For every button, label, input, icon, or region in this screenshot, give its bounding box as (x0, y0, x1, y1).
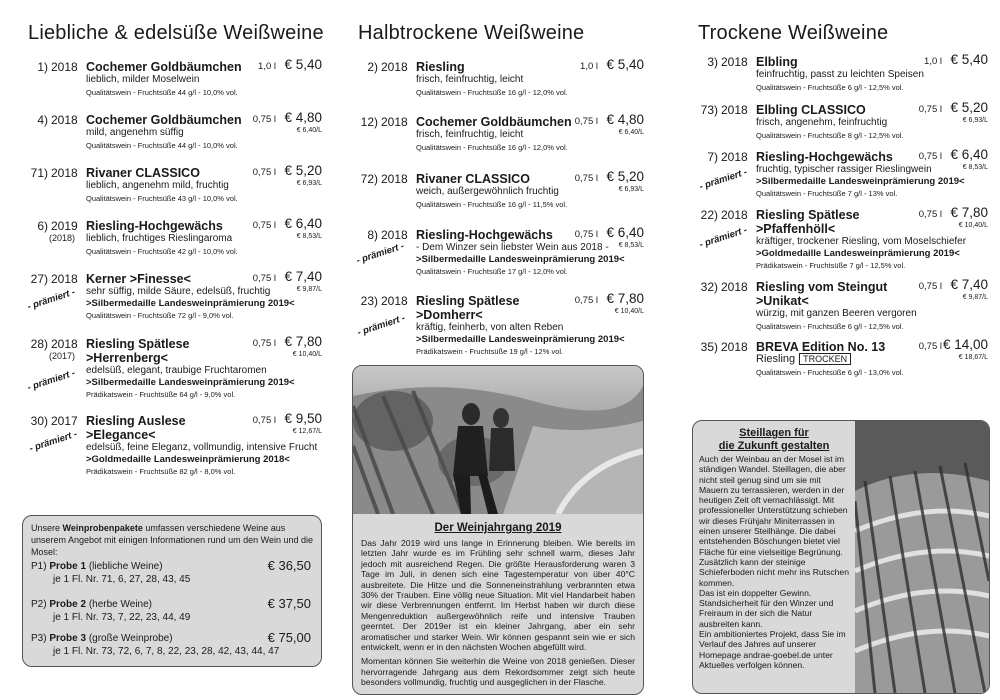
wine-award: >Silbermedaille Landesweinprämierung 2019< (756, 175, 965, 187)
wine-site-name: >Elegance< (86, 428, 156, 442)
wine-bottle-size: 0,75 l (574, 229, 598, 240)
wine-price-per-liter: € 10,40/L (614, 308, 644, 315)
wine-price: € 5,20 (284, 163, 322, 178)
awarded-badge: - prämiert - (698, 224, 749, 251)
wine-price-per-liter: € 6,93/L (962, 117, 988, 124)
wine-price-per-liter: € 12,67/L (292, 428, 322, 435)
wine-name: Riesling Auslese (86, 414, 186, 428)
vineyard-harvest-photo (353, 366, 643, 514)
wine-quality-info: Qualitätswein - Fruchtsüße 6 g/l - 12,5% vol. (756, 82, 904, 92)
wine-details (756, 337, 988, 378)
wine-price: € 7,80 (950, 205, 988, 220)
wine-details (86, 110, 322, 151)
wine-year: 2018 (721, 208, 748, 222)
wine-price: € 5,40 (284, 57, 322, 72)
wine-award: >Goldmedaille Landesweinprämierung 2018< (86, 453, 290, 465)
wine-previous-year: (2017) (49, 351, 76, 361)
awarded-badge: - prämiert - (26, 286, 77, 313)
wine-description: feinfruchtig, passt zu leichten Speisen (756, 69, 924, 80)
wine-number: 23) (360, 294, 378, 308)
wine-number: 28) (30, 337, 48, 351)
wine-quality-info: Qualitätswein - Fruchtsüße 6 g/l - 13,0% vol. (756, 367, 904, 377)
column-title: Liebliche & edelsüße Weißweine (28, 22, 324, 44)
wine-price-per-liter: € 8,53/L (962, 164, 988, 171)
wine-quality-info: Qualitätswein - Fruchtsüße 7 g/l - 13% vol. (756, 188, 898, 198)
wine-name: Riesling-Hochgewächs (86, 219, 223, 233)
wine-description: edelsüß, elegant, traubige Fruchtaromen (86, 365, 267, 376)
wine-quality-info: Prädikatswein - Fruchtsüße 64 g/l - 9,0% vol. (86, 389, 236, 399)
wine-description: frisch, angenehm, feinfruchtig (756, 117, 888, 128)
wine-number: 7) (707, 150, 718, 164)
wine-name: Kerner >Finesse< (86, 272, 191, 286)
wine-quality-info: Qualitätswein - Fruchtsüße 16 g/l - 12,0% vol. (416, 87, 568, 97)
wine-year: 2019 (51, 219, 78, 233)
wine-bottle-size: 0,75 l (574, 295, 598, 306)
wine-quality-info: Qualitätswein - Fruchtsüße 16 g/l - 11,5% vol. (416, 199, 568, 209)
wine-bottle-size: 0,75 l (574, 116, 598, 127)
wine-bottle-size: 0,75 l (918, 341, 942, 352)
wine-number: 3) (707, 55, 718, 69)
wine-details (416, 112, 644, 153)
wine-quality-info: Qualitätswein - Fruchtsüße 8 g/l - 12,5% vol. (756, 130, 904, 140)
wine-details (86, 411, 322, 477)
wine-details (756, 205, 988, 271)
package-price: € 36,50 (267, 558, 311, 573)
wine-description: lieblich, angenehm mild, fruchtig (86, 180, 229, 191)
package-price: € 37,50 (267, 596, 311, 611)
wine-year: 2018 (721, 280, 748, 294)
wine-name: Rivaner CLASSICO (416, 172, 530, 186)
wine-quality-info: Qualitätswein - Fruchtsüße 17 g/l - 12,0% vol. (416, 266, 568, 276)
wine-price: € 14,00 (942, 337, 988, 352)
wine-details (416, 169, 644, 210)
wine-number: 72) (360, 172, 378, 186)
wine-price: € 9,50 (284, 411, 322, 426)
wine-details (416, 57, 644, 98)
wine-number: 6) (37, 219, 48, 233)
dry-tag: TROCKEN (799, 353, 851, 365)
wine-year: 2018 (51, 272, 78, 286)
wine-bottle-size: 0,75 l (252, 273, 276, 284)
wine-bottle-size: 0,75 l (252, 338, 276, 349)
wine-name: Rivaner CLASSICO (86, 166, 200, 180)
wine-description: würzig, mit ganzen Beeren vergoren (756, 308, 917, 319)
wine-year: 2018 (381, 60, 408, 74)
wine-bottle-size: 0,75 l (918, 281, 942, 292)
awarded-badge: - prämiert - (698, 166, 749, 193)
wine-number: 1) (37, 60, 48, 74)
wine-description: mild, angenehm süffig (86, 127, 184, 138)
steep-slopes-title: Steillagen für die Zukunft gestalten (718, 427, 830, 452)
wine-year: 2018 (51, 60, 78, 74)
wine-price-per-liter: € 8,53/L (296, 233, 322, 240)
wine-description: fruchtig, typischer rassiger Rieslingwein (756, 164, 932, 175)
wine-year: 2017 (51, 414, 78, 428)
wine-year: 2018 (381, 172, 408, 186)
wine-details (86, 216, 322, 257)
wine-quality-info: Qualitätswein - Fruchtsüße 43 g/l - 10,0% vol. (86, 193, 238, 203)
wine-price: € 7,40 (950, 277, 988, 292)
vintage-title: Der Weinjahrgang 2019 (434, 522, 562, 534)
wine-price: € 5,40 (950, 52, 988, 67)
wine-number: 73) (700, 103, 718, 117)
wine-award: >Silbermedaille Landesweinprämierung 2019< (416, 333, 625, 345)
vintage-text: Das Jahr 2019 wird uns lange in Erinnerung bleiben. Wie bereits im letzten Jahr wurde es im Frühling sehr schnell warm, dieses Jahr jedoch mit ausreichend Regen. Die größte Herausforderung waren 3 Tage im Juli, in denen sich eine Tagestemperatur von über 40°C ausbreitete. Die Hitze und die Sonneneinstrahlung verbrannten etwa 30% der Trauben. Eine völlig neue Situation. Mit viel Handarbeit haben wir diese Verbrennungen entfernt. Im Herbst haben wir durch diese Mengenreduktion außergewöhnlich reife und intensive Trauben geerntet. Der 2019er ist ein kleiner Jahrgang, aber ein sehr aromatischer und starker Wein. Wir können gespannt sein wie er sich entwickelt, wenn er in den nächsten Wochen abgefüllt wird. Momentan können Sie weiterhin die Weine von 2018 genießen. Dieser hervorragende Jahrgang aus dem Rekordsommer zeigt sich heute besonders vollmundig, fruchtig und ausgeglichen in der Flasche. (361, 538, 635, 688)
wine-name: Riesling-Hochgewächs (416, 228, 553, 242)
wine-price: € 7,80 (606, 291, 644, 306)
wine-previous-year: (2018) (49, 233, 76, 243)
wine-bottle-size: 0,75 l (574, 173, 598, 184)
wine-details (416, 225, 644, 277)
wine-name: BREVA Edition No. 13 (756, 340, 886, 354)
wine-price-per-liter: € 6,93/L (296, 180, 322, 187)
wine-details (86, 269, 322, 321)
wine-quality-info: Qualitätswein - Fruchtsüße 44 g/l - 10,0% vol. (86, 140, 238, 150)
wine-bottle-size: 0,75 l (252, 220, 276, 231)
wine-grape: Riesling (756, 353, 796, 365)
steep-slopes-box (692, 420, 990, 694)
wine-price-per-liter: € 9,87/L (296, 286, 322, 293)
wine-description: frisch, feinfruchtig, leicht (416, 129, 524, 140)
package-list: je 1 Fl. Nr. 73, 72, 6, 7, 8, 22, 23, 28, 42, 43, 44, 47 (53, 646, 280, 657)
wine-quality-info: Prädikatswein - Fruchtsüße 82 g/l - 8,0% vol. (86, 466, 236, 476)
wine-award: >Silbermedaille Landesweinprämierung 2019< (86, 297, 295, 309)
package-list: je 1 Fl. Nr. 73, 7, 22, 23, 44, 49 (53, 612, 191, 623)
wine-name: Riesling Spätlese (756, 208, 860, 222)
awarded-badge: - prämiert - (26, 367, 77, 394)
wine-price: € 5,40 (606, 57, 644, 72)
wine-award: >Goldmedaille Landesweinprämierung 2019< (756, 247, 960, 259)
tasting-packages-box (22, 515, 322, 667)
wine-price-per-liter: € 18,67/L (958, 354, 988, 361)
wine-number: 4) (37, 113, 48, 127)
wine-description: lieblich, milder Moselwein (86, 74, 200, 85)
wine-description: lieblich, fruchtiges Rieslingaroma (86, 233, 233, 244)
wine-award: >Silbermedaille Landesweinprämierung 2019< (416, 253, 625, 265)
wine-year: 2018 (51, 166, 78, 180)
wine-year: 2018 (381, 228, 408, 242)
wine-price: € 7,40 (284, 269, 322, 284)
wine-year: 2018 (721, 340, 748, 354)
package-list: je 1 Fl. Nr. 71, 6, 27, 28, 43, 45 (53, 574, 191, 585)
wine-year: 2018 (721, 150, 748, 164)
wine-name: Cochemer Goldbäumchen (86, 113, 242, 127)
wine-price: € 5,20 (950, 100, 988, 115)
wine-details (756, 277, 988, 332)
wine-price-per-liter: € 10,40/L (292, 351, 322, 358)
wine-details (756, 147, 988, 199)
wine-description: weich, außergewöhnlich fruchtig (416, 186, 559, 197)
wine-bottle-size: 0,75 l (918, 209, 942, 220)
packages-intro: Unsere Weinprobenpakete umfassen verschiedene Weine aus unserem Angebot mit einigen Informationen rund um den Wein und die Mosel: (31, 523, 314, 557)
wine-quality-info: Prädikatswein - Fruchtsüße 7 g/l - 12,5% vol. (756, 260, 906, 270)
wine-number: 12) (360, 115, 378, 129)
column-title: Trockene Weißweine (698, 22, 889, 44)
wine-details (86, 163, 322, 204)
wine-site-name: >Pfaffenhöll< (756, 222, 836, 236)
wine-price: € 6,40 (606, 225, 644, 240)
wine-description: edelsüß, feine Eleganz, vollmundig, intensive Frucht (86, 442, 318, 453)
wine-description: frisch, feinfruchtig, leicht (416, 74, 524, 85)
wine-price: € 7,80 (284, 334, 322, 349)
wine-price: € 5,20 (606, 169, 644, 184)
steep-slopes-text: Auch der Weinbau an der Mosel ist im ständigen Wandel. Steillagen, die aber nicht steil genug sind um sie mit Mauern zu terrassieren, werden in der heutigen Zeit oft vernachlässigt. Mit professioneller Unterstützung schieben wir dieses Frühjahr Miniterrassen in einen unserer Steilhänge. Die dabei entstehenden Böschungen bietet viel Fläche für eine vielseitige Begrünung. Zusätzlich kann der steinige Schieferboden nicht mehr ins Rutschen kommen. Das ist ein doppelter Gewinn. Standsicherheit für den Winzer und Freiraum in der sich die Natur ausbreiten kann. Ein ambitioniertes Projekt, dass Sie im Verlauf des Jahres auf unserer Homepage andrae-goebel.de unter Aktuelles verfolgen können. (699, 454, 849, 670)
wine-name: Riesling Spätlese (86, 337, 190, 351)
wine-year: 2018 (51, 337, 78, 351)
wine-quality-info: Qualitätswein - Fruchtsüße 72 g/l - 9,0% vol. (86, 310, 234, 320)
wine-details (416, 291, 644, 357)
package-item: P3) Probe 3 (große Weinprobe) € 75,00 je 1 Fl. Nr. 73, 72, 6, 7, 8, 22, 23, 28, 42, 43, 44, 47 (31, 630, 311, 657)
wine-name: Riesling Spätlese (416, 294, 520, 308)
wine-year: 2018 (51, 113, 78, 127)
wine-quality-info: Qualitätswein - Fruchtsüße 16 g/l - 12,0% vol. (416, 142, 568, 152)
wine-name: Elbling CLASSICO (756, 103, 866, 117)
wine-number: 30) (30, 414, 48, 428)
wine-bottle-size: 1,0 l (924, 56, 942, 67)
wine-details (756, 100, 988, 141)
wine-name: Cochemer Goldbäumchen (416, 115, 572, 129)
wine-bottle-size: 0,75 l (252, 167, 276, 178)
package-item: P2) Probe 2 (herbe Weine) € 37,50 je 1 Fl. Nr. 73, 7, 22, 23, 44, 49 (31, 596, 311, 623)
wine-bottle-size: 0,75 l (918, 151, 942, 162)
wine-year: 2018 (381, 115, 408, 129)
steep-vineyard-photo (855, 421, 989, 693)
wine-price: € 4,80 (284, 110, 322, 125)
vintage-box (352, 365, 644, 695)
wine-year: 2018 (721, 103, 748, 117)
steep-slopes-text-area (693, 421, 855, 693)
wine-description: kräftig, feinherb, von alten Reben (416, 322, 564, 333)
wine-site-name: >Herrenberg< (86, 351, 168, 365)
awarded-badge: - prämiert - (355, 240, 406, 267)
wine-bottle-size: 0,75 l (918, 104, 942, 115)
wine-description (756, 354, 988, 366)
wine-name: Riesling (416, 60, 465, 74)
wine-bottle-size: 1,0 l (258, 61, 276, 72)
wine-site-name: >Domherr< (416, 308, 483, 322)
wine-price: € 6,40 (284, 216, 322, 231)
wine-price: € 4,80 (606, 112, 644, 127)
wine-price-per-liter: € 6,40/L (296, 127, 322, 134)
wine-description: sehr süffig, milde Säure, edelsüß, fruchtig (86, 286, 271, 297)
package-price: € 75,00 (267, 630, 311, 645)
awarded-badge: - prämiert - (28, 428, 79, 455)
wine-price-per-liter: € 6,40/L (618, 129, 644, 136)
wine-number: 35) (700, 340, 718, 354)
wine-details (86, 334, 322, 400)
wine-name: Cochemer Goldbäumchen (86, 60, 242, 74)
wine-number: 27) (30, 272, 48, 286)
wine-bottle-size: 0,75 l (252, 415, 276, 426)
wine-award: >Silbermedaille Landesweinprämierung 2019< (86, 376, 295, 388)
wine-price-per-liter: € 9,87/L (962, 294, 988, 301)
column-title: Halbtrockene Weißweine (358, 22, 585, 44)
wine-year: 2018 (381, 294, 408, 308)
wine-name: Elbling (756, 55, 798, 69)
wine-name: Riesling-Hochgewächs (756, 150, 893, 164)
wine-number: 8) (367, 228, 378, 242)
wine-quality-info: Qualitätswein - Fruchtsüße 6 g/l - 12,5% vol. (756, 321, 904, 331)
wine-number: 22) (700, 208, 718, 222)
wine-quality-info: Qualitätswein - Fruchtsüße 42 g/l - 10,0% vol. (86, 246, 238, 256)
wine-number: 32) (700, 280, 718, 294)
wine-price-per-liter: € 10,40/L (958, 222, 988, 229)
wine-site-name: >Unikat< (756, 294, 809, 308)
package-item: P1) Probe 1 (liebliche Weine) € 36,50 je 1 Fl. Nr. 71, 6, 27, 28, 43, 45 (31, 558, 311, 585)
wine-price-per-liter: € 6,93/L (618, 186, 644, 193)
wine-details (86, 57, 322, 98)
wine-description: kräftiger, trockener Riesling, vom Moselschiefer (756, 236, 967, 247)
wine-price: € 6,40 (950, 147, 988, 162)
wine-quality-info: Prädikatswein - Fruchtsüße 19 g/l - 12% vol. (416, 346, 564, 356)
wine-number: 2) (367, 60, 378, 74)
wine-bottle-size: 1,0 l (580, 61, 598, 72)
awarded-badge: - prämiert - (356, 312, 407, 339)
wine-quality-info: Qualitätswein - Fruchtsüße 44 g/l - 10,0% vol. (86, 87, 238, 97)
wine-bottle-size: 0,75 l (252, 114, 276, 125)
wine-price-per-liter: € 8,53/L (618, 242, 644, 249)
wine-number: 71) (30, 166, 48, 180)
wine-year: 2018 (721, 55, 748, 69)
wine-details (756, 52, 988, 93)
wine-description: - Dem Winzer sein liebster Wein aus 2018 - (416, 242, 609, 253)
wine-name: Riesling vom Steingut (756, 280, 888, 294)
